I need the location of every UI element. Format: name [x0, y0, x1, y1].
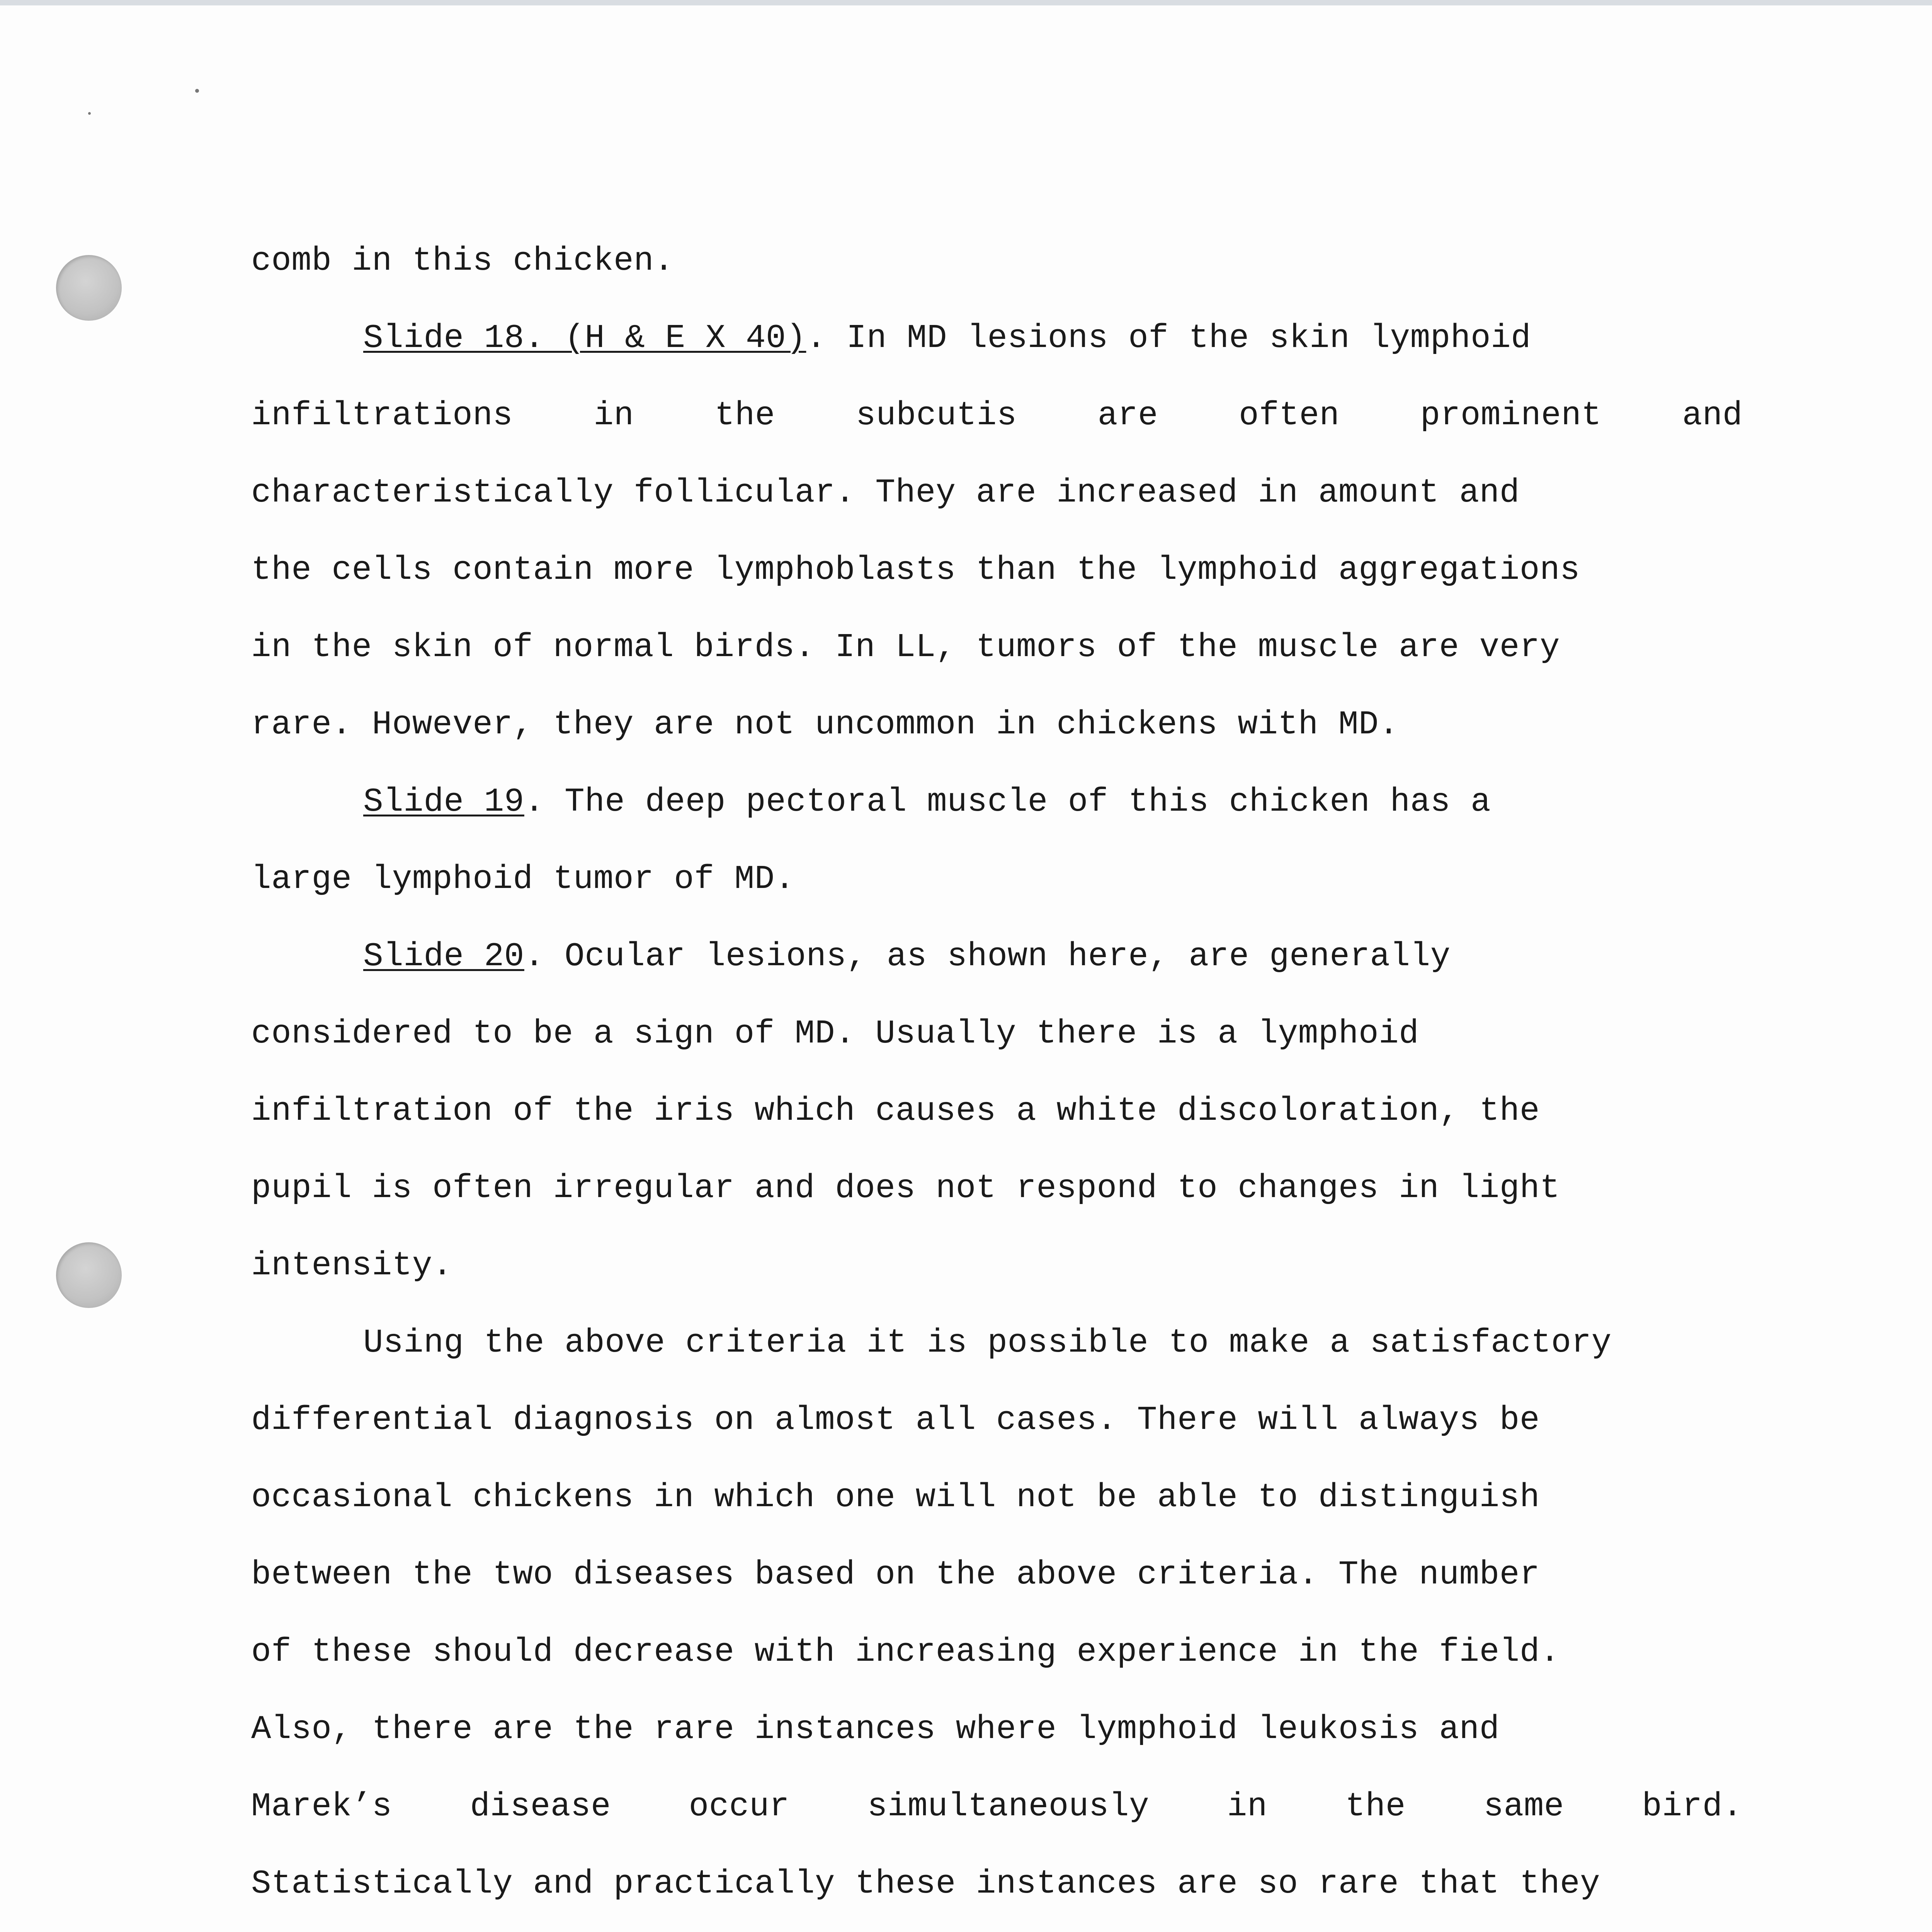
word: often: [1239, 396, 1340, 434]
word: the: [714, 396, 775, 434]
word: prominent: [1420, 396, 1602, 434]
text-line: [363, 933, 1743, 980]
text-line: Statistically and practically these instances are so rare that they: [251, 1865, 1600, 1903]
text-span: . The deep pectoral muscle of this chicken has a: [524, 783, 1491, 821]
page-top-edge: [0, 0, 1932, 5]
text-line-justified: [251, 392, 1743, 439]
text-line: large lymphoid tumor of MD.: [251, 860, 795, 898]
word: Marek’s: [251, 1787, 392, 1825]
text-line-justified: [251, 1783, 1743, 1830]
slide-reference: Slide 19: [363, 783, 524, 821]
scan-speck: [88, 112, 91, 115]
word: are: [1097, 396, 1158, 434]
punch-hole-middle: [56, 1242, 122, 1308]
word: same: [1483, 1787, 1564, 1825]
text-line: infiltration of the iris which causes a white discoloration, the: [251, 1092, 1540, 1130]
word: the: [1345, 1787, 1406, 1825]
text-line: characteristically follicular. They are increased in amount and: [251, 474, 1520, 512]
text-line: considered to be a sign of MD. Usually there is a lymphoid: [251, 1015, 1419, 1053]
slide-reference: Slide 20: [363, 937, 524, 975]
scan-speck: [195, 89, 199, 93]
word: in: [594, 396, 634, 434]
text-line: Using the above criteria it is possible to make a satisfactory: [363, 1324, 1612, 1362]
text-span: . Ocular lesions, as shown here, are generally: [524, 937, 1451, 975]
text-line: Also, there are the rare instances where lymphoid leukosis and: [251, 1710, 1500, 1748]
text-span: . In MD lesions of the skin lymphoid: [806, 319, 1531, 357]
text-line: intensity.: [251, 1247, 453, 1284]
word: in: [1227, 1787, 1268, 1825]
text-line: the cells contain more lymphoblasts than the lymphoid aggregations: [251, 551, 1580, 589]
text-line: of these should decrease with increasing experience in the field.: [251, 1633, 1560, 1671]
word: infiltrations: [251, 396, 513, 434]
text-line: comb in this chicken.: [251, 242, 674, 280]
text-line: pupil is often irregular and does not respond to changes in light: [251, 1169, 1560, 1207]
slide-reference: Slide 18. (H & E X 40): [363, 319, 806, 357]
punch-hole-top: [56, 255, 122, 321]
word: and: [1682, 396, 1743, 434]
word: disease: [470, 1787, 611, 1825]
text-line: occasional chickens in which one will not be able to distinguish: [251, 1478, 1540, 1516]
text-line: between the two diseases based on the above criteria. The number: [251, 1556, 1540, 1594]
text-line: differential diagnosis on almost all cases. There will always be: [251, 1401, 1540, 1439]
word: occur: [689, 1787, 790, 1825]
word: simultaneously: [867, 1787, 1150, 1825]
word: bird.: [1642, 1787, 1743, 1825]
word: subcutis: [855, 396, 1017, 434]
text-line: in the skin of normal birds. In LL, tumors of the muscle are very: [251, 628, 1560, 666]
text-line: [363, 315, 1743, 361]
text-line: rare. However, they are not uncommon in chickens with MD.: [251, 706, 1399, 743]
text-line: [363, 779, 1743, 825]
